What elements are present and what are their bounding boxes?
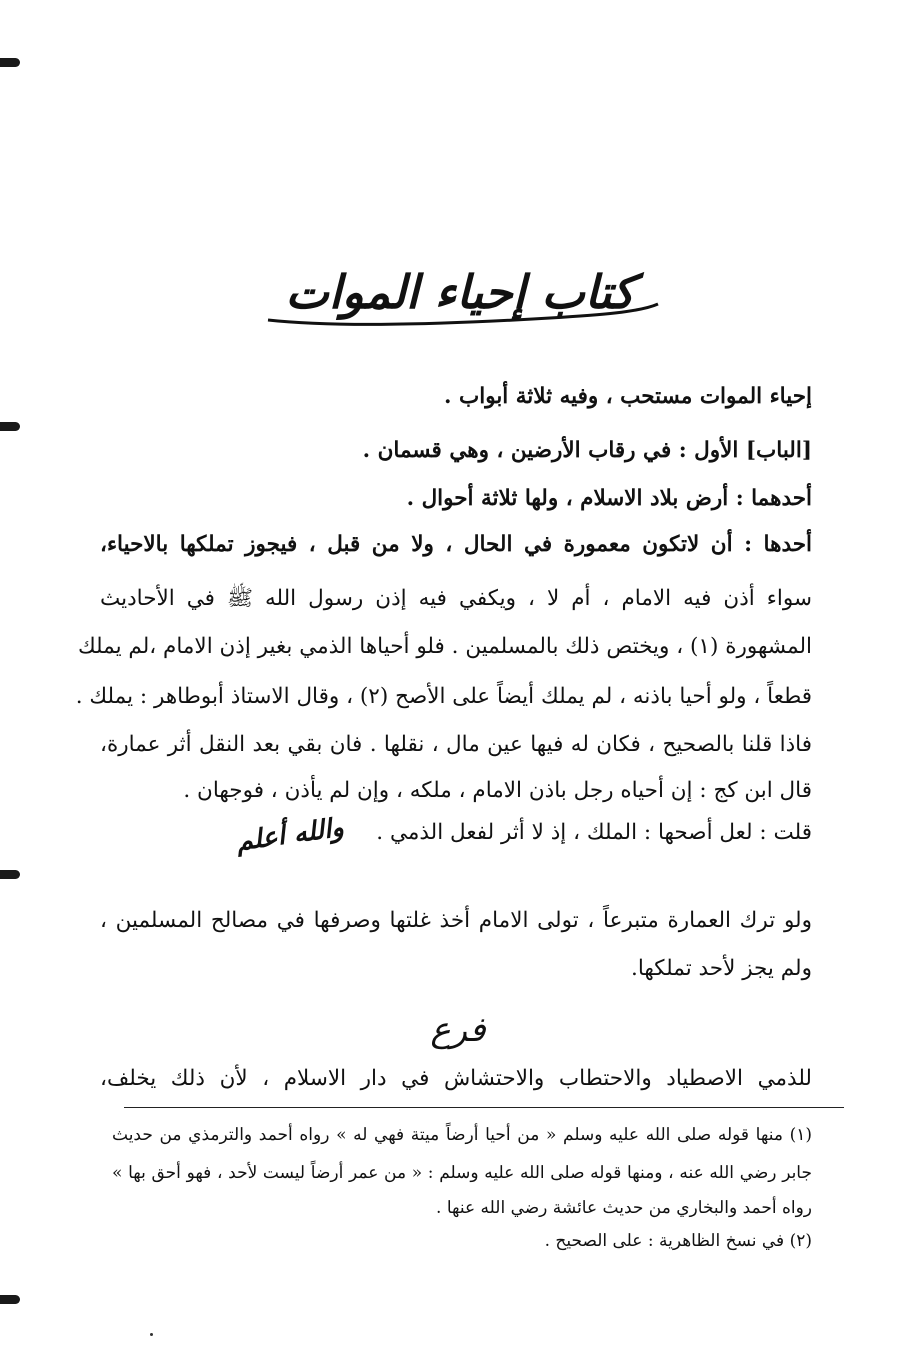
- footnote-line: رواه أحمد والبخاري من حديث عائشة رضي الله عنها .: [436, 1198, 812, 1218]
- section-heading-line: [الباب] الأول : في رقاب الأرضين ، وهي قسمان .: [362, 438, 812, 463]
- text-line: إحياء الموات مستحب ، وفيه ثلاثة أبواب .: [444, 384, 812, 409]
- text-line: قلت : لعل أصحها : الملك ، إذ لا أثر لفعل الذمي .: [376, 820, 812, 845]
- text-line: ولو ترك العمارة متبرعاً ، تولى الامام أخذ غلتها وصرفها في مصالح المسلمين ،: [100, 908, 812, 933]
- text-line: المشهورة (١) ، ويختص ذلك بالمسلمين . فلو أحياها الذمي بغير إذن الامام ،لم يملك: [77, 634, 812, 659]
- footnote-line: (٢) في نسخ الظاهرية : على الصحيح .: [544, 1231, 812, 1251]
- footnote-line: (١) منها قوله صلى الله عليه وسلم « من أحيا أرضاً ميتة فهي له » رواه أحمد والترمذي من حديث: [112, 1125, 812, 1145]
- scan-edge-mark: [0, 58, 20, 67]
- scan-edge-mark: [0, 422, 20, 431]
- scan-speck: [150, 1333, 153, 1336]
- text-line: سواء أذن فيه الامام ، أم لا ، ويكفي فيه إذن رسول الله ﷺ في الأحاديث: [100, 586, 812, 611]
- closing-formula: والله أعلم: [234, 812, 346, 858]
- text-line: قال ابن كج : إن أحياه رجل باذن الامام ، ملكه ، وإن لم يأذن ، فوجهان .: [183, 778, 812, 803]
- text-line: فاذا قلنا بالصحيح ، فكان له فيها عين مال ، نقلها . فان بقي بعد النقل أثر عمارة،: [100, 732, 812, 757]
- footnote-separator: [124, 1107, 844, 1108]
- text-line: قطعاً ، ولو أحيا باذنه ، لم يملك أيضاً على الأصح (٢) ، وقال الاستاذ أبوطاهر : يملك .: [75, 684, 812, 709]
- scan-edge-mark: [0, 1295, 20, 1304]
- section-heading-far: فرع: [430, 1010, 486, 1050]
- chapter-title-block: [250, 262, 670, 342]
- footnote-line: جابر رضي الله عنه ، ومنها قوله صلى الله عليه وسلم : « من عمر أرضاً ليست لأحد ، فهو أحق بها »: [112, 1163, 812, 1183]
- chapter-title: كتاب إحياء الموات: [285, 265, 635, 319]
- text-line: ولم يجز لأحد تملكها.: [630, 956, 812, 981]
- text-line: أحدهما : أرض بلاد الاسلام ، ولها ثلاثة أحوال .: [406, 486, 812, 511]
- scan-edge-mark: [0, 870, 20, 879]
- text-line: أحدها : أن لاتكون معمورة في الحال ، ولا من قبل ، فيجوز تملكها بالاحياء،: [100, 532, 812, 557]
- text-line: للذمي الاصطياد والاحتطاب والاحتشاش في دار الاسلام ، لأن ذلك يخلف،: [100, 1066, 812, 1091]
